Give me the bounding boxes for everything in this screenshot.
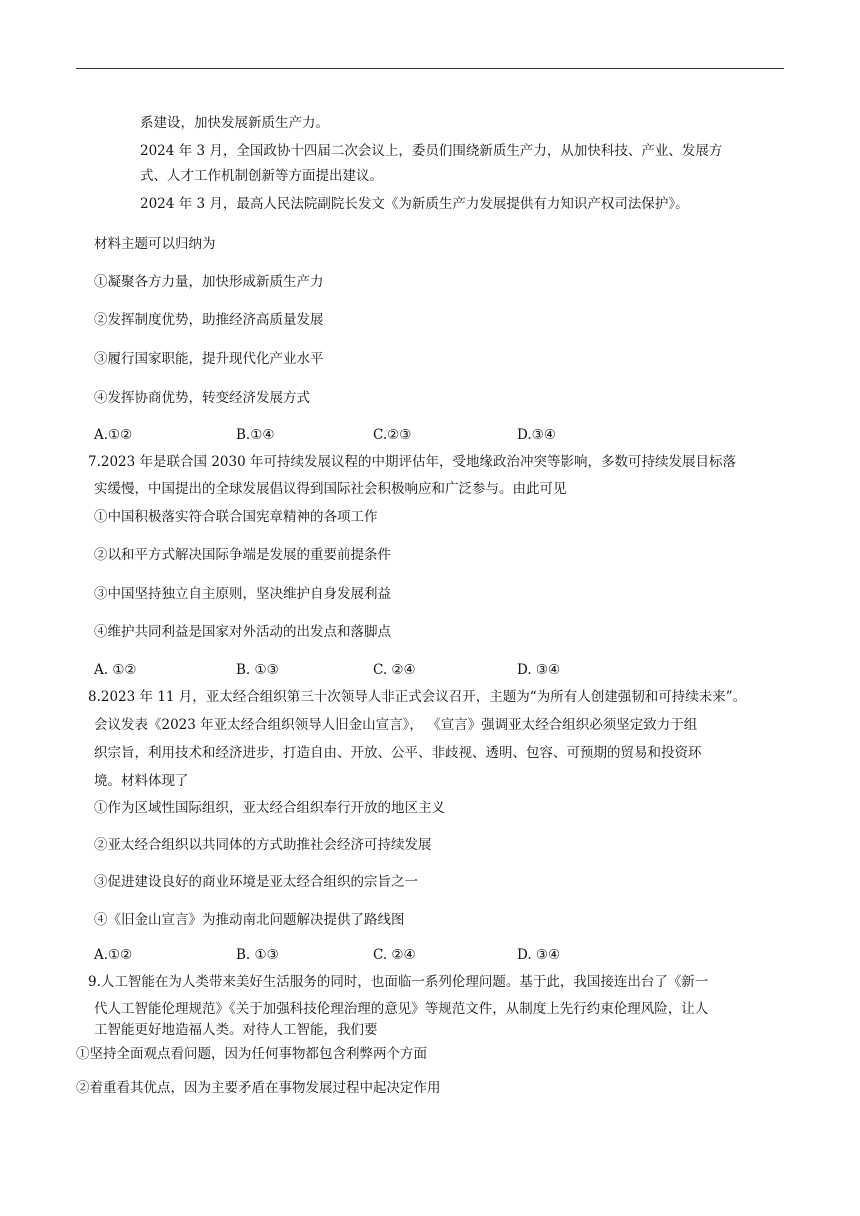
option-c[interactable]: C. ②④ [373, 662, 416, 678]
statement: ③履行国家职能，提升现代化产业水平 [94, 351, 324, 367]
question-stem: 织宗旨，利用技术和经济进步，打造自由、开放、公平、非歧视、透明、包容、可预期的贸易和投资环 [94, 745, 702, 761]
question-stem: 材料主题可以归纳为 [94, 236, 216, 252]
intro-line: 2024 年 3 月，最高人民法院副院长发文《为新质生产力发展提供有力知识产权司法保护》。 [140, 196, 689, 212]
intro-line: 2024 年 3 月，全国政协十四届二次会议上，委员们围绕新质生产力，从加快科技、产业、发展方 [140, 143, 723, 159]
question-stem: 工智能更好地造福人类。对待人工智能，我们要 [94, 1022, 378, 1038]
question-stem: 代人工智能伦理规范》《关于加强科技伦理治理的意见》等规范文件，从制度上先行约束伦理风险，让人 [94, 1001, 709, 1017]
option-b[interactable]: B. ①③ [236, 947, 279, 963]
statement: ②发挥制度优势，助推经济高质量发展 [94, 312, 324, 328]
statement: ④维护共同利益是国家对外活动的出发点和落脚点 [94, 624, 391, 640]
statement: ③促进建设良好的商业环境是亚太经合组织的宗旨之一 [94, 874, 418, 890]
question-stem: 8.2023 年 11 月，亚太经合组织第三十次领导人非正式会议召开，主题为“为所有人创建强韧和可持续未来”。 [88, 689, 747, 705]
question-stem: 9.人工智能在为人类带来美好生活服务的同时，也面临一系列伦理问题。基于此，我国接连出台了《新一 [88, 974, 709, 990]
question-stem: 境。材料体现了 [94, 773, 189, 789]
statement: ①作为区域性国际组织，亚太经合组织奉行开放的地区主义 [94, 800, 445, 816]
statement: ④《旧金山宣言》为推动南北问题解决提供了路线图 [94, 912, 405, 928]
option-d[interactable]: D. ③④ [517, 947, 561, 963]
option-b[interactable]: B. ①③ [236, 662, 279, 678]
statement: ①坚持全面观点看问题，因为任何事物都包含利弊两个方面 [76, 1046, 427, 1062]
option-a[interactable]: A. ①② [94, 662, 137, 678]
intro-line: 系建设，加快发展新质生产力。 [140, 115, 329, 131]
statement: ②着重看其优点，因为主要矛盾在事物发展过程中起决定作用 [76, 1080, 441, 1096]
question-stem: 会议发表《2023 年亚太经合组织领导人旧金山宣言》， 《宣言》强调亚太经合组织必须坚定致力于组 [94, 717, 698, 733]
option-a[interactable]: A.①② [94, 427, 133, 443]
statement: ①中国积极落实符合联合国宪章精神的各项工作 [94, 509, 378, 525]
option-c[interactable]: C.②③ [373, 427, 412, 443]
statement: ②以和平方式解决国际争端是发展的重要前提条件 [94, 547, 391, 563]
statement: ④发挥协商优势，转变经济发展方式 [94, 390, 310, 406]
statement: ①凝聚各方力量，加快形成新质生产力 [94, 274, 324, 290]
option-a[interactable]: A.①② [94, 947, 133, 963]
intro-line: 式、人才工作机制创新等方面提出建议。 [140, 168, 383, 184]
header-rule [76, 68, 784, 69]
option-c[interactable]: C. ②④ [373, 947, 416, 963]
question-stem: 7.2023 年是联合国 2030 年可持续发展议程的中期评估年，受地缘政治冲突等影响，多数可持续发展目标落 [88, 454, 736, 470]
statement: ②亚太经合组织以共同体的方式助推社会经济可持续发展 [94, 837, 432, 853]
option-d[interactable]: D. ③④ [517, 662, 561, 678]
statement: ③中国坚持独立自主原则，坚决维护自身发展利益 [94, 586, 391, 602]
option-d[interactable]: D.③④ [517, 427, 556, 443]
option-b[interactable]: B.①④ [236, 427, 275, 443]
question-stem: 实缓慢，中国提出的全球发展倡议得到国际社会积极响应和广泛参与。由此可见 [94, 481, 567, 497]
